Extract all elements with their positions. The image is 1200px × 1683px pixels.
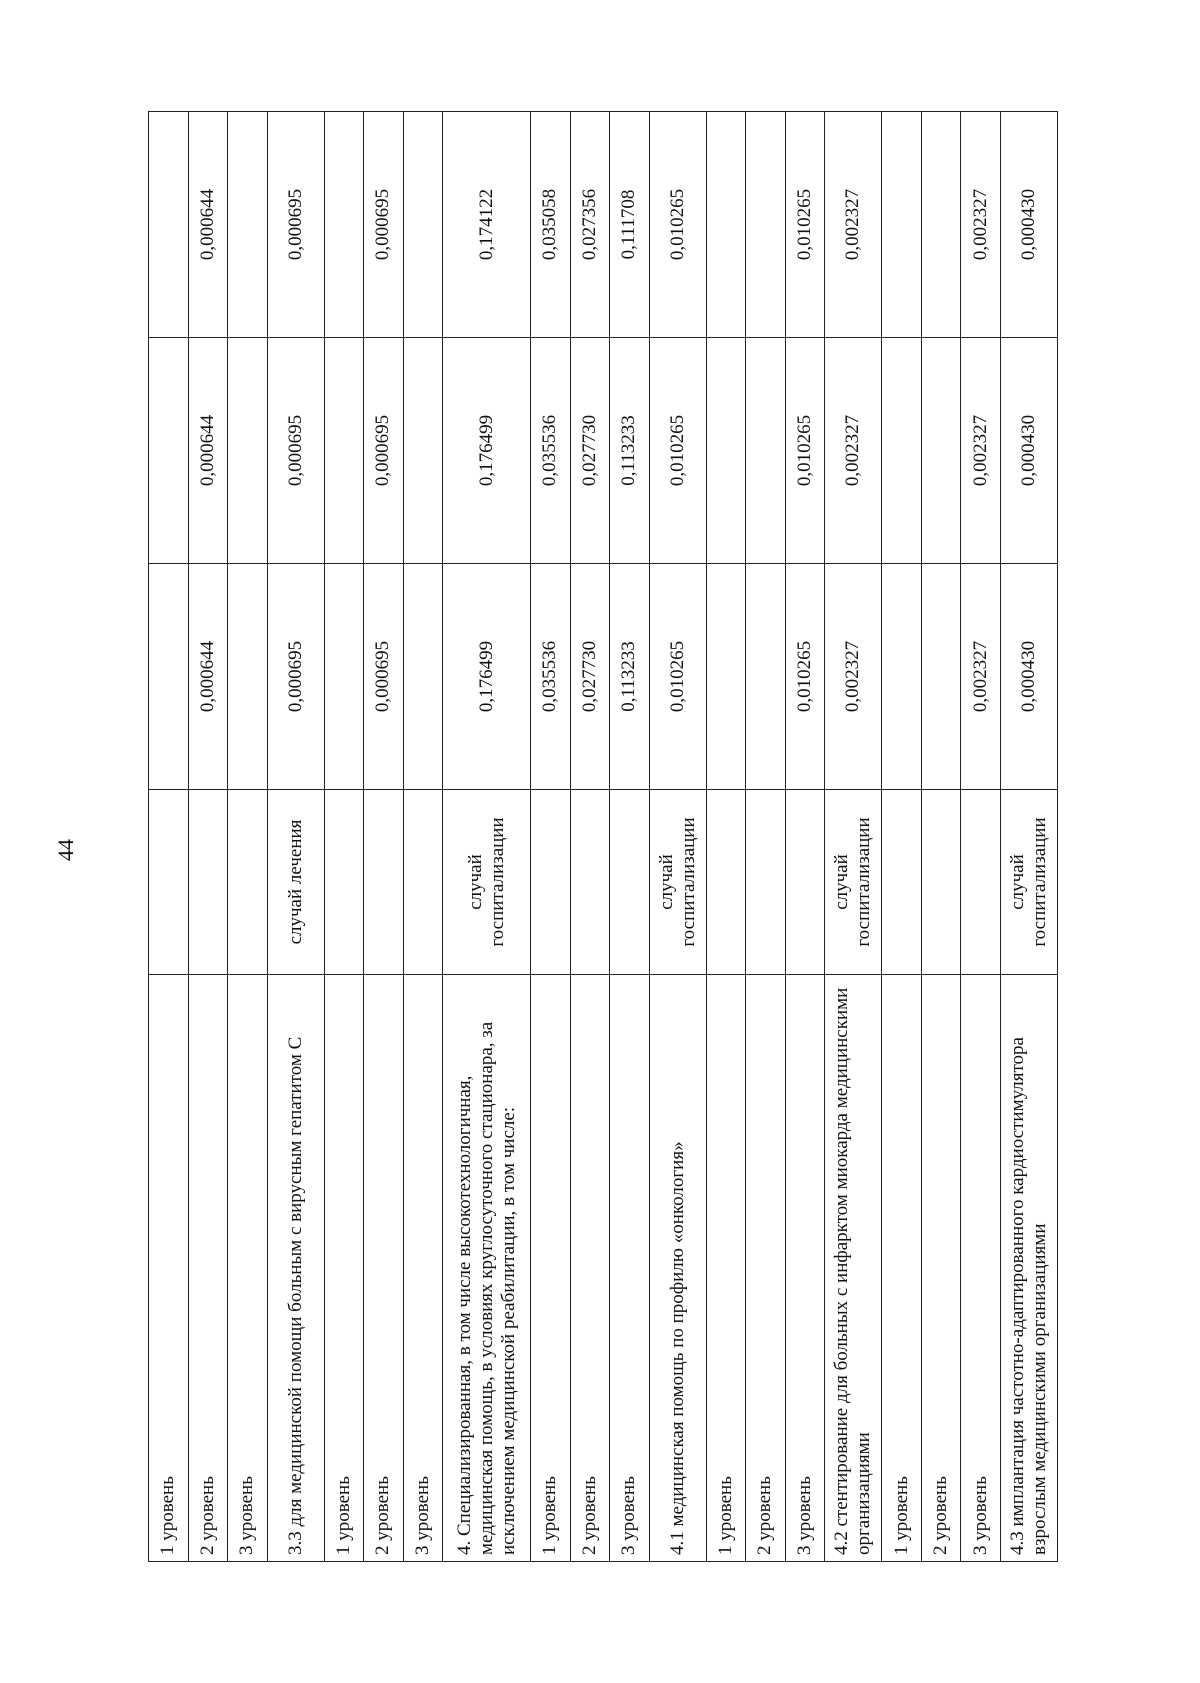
value-cell-3 — [324, 112, 364, 338]
value-cell-2: 0,000695 — [364, 338, 404, 564]
value-cell-2: 0,113233 — [610, 338, 650, 564]
value-cell-1: 0,002327 — [961, 564, 1001, 790]
row-unit-cell — [706, 790, 746, 975]
row-unit-cell — [785, 790, 825, 975]
value-cell-1: 0,113233 — [610, 564, 650, 790]
row-name-cell: 3 уровень — [403, 975, 443, 1562]
row-unit-cell — [364, 790, 404, 975]
value-cell-1 — [324, 564, 364, 790]
value-cell-3 — [149, 112, 189, 338]
value-cell-1: 0,002327 — [825, 564, 882, 790]
row-name-cell: 4.2 стентирование для больных с инфарктом миокарда медицинскими организациями — [825, 975, 882, 1562]
value-cell-3: 0,111708 — [610, 112, 650, 338]
value-cell-1: 0,000430 — [1000, 564, 1057, 790]
value-cell-1 — [882, 564, 922, 790]
value-cell-2: 0,000644 — [188, 338, 228, 564]
page-number: 44 — [53, 839, 78, 861]
value-cell-2 — [882, 338, 922, 564]
row-unit-cell — [610, 790, 650, 975]
row-name-cell: 2 уровень — [188, 975, 228, 1562]
data-table — [148, 111, 1058, 1562]
value-cell-2: 0,002327 — [961, 338, 1001, 564]
row-name-cell: 1 уровень — [706, 975, 746, 1562]
row-unit-cell: случай госпитализации — [1000, 790, 1057, 975]
table-row — [149, 112, 189, 1562]
value-cell-1 — [706, 564, 746, 790]
row-unit-cell: случай лечения — [267, 790, 324, 975]
row-unit-cell: случай госпитализации — [443, 790, 531, 975]
row-name-cell: 4. Специализированная, в том числе высокотехнологичная, медицинская помощь, в условиях круглосуточного стационара, за исключением медицинской реабилитации, в том числе: — [443, 975, 531, 1562]
value-cell-2: 0,035536 — [530, 338, 570, 564]
table-row — [228, 112, 268, 1562]
table-row — [443, 112, 531, 1562]
row-unit-cell — [228, 790, 268, 975]
value-cell-3: 0,027356 — [570, 112, 610, 338]
row-name-cell: 2 уровень — [921, 975, 961, 1562]
value-cell-3 — [882, 112, 922, 338]
value-cell-2: 0,010265 — [649, 338, 706, 564]
value-cell-1: 0,000695 — [364, 564, 404, 790]
value-cell-3: 0,000644 — [188, 112, 228, 338]
table-row — [188, 112, 228, 1562]
value-cell-3: 0,174122 — [443, 112, 531, 338]
row-name-cell: 1 уровень — [530, 975, 570, 1562]
row-unit-cell — [570, 790, 610, 975]
table-row — [882, 112, 922, 1562]
value-cell-1: 0,176499 — [443, 564, 531, 790]
value-cell-2: 0,000430 — [1000, 338, 1057, 564]
value-cell-1 — [921, 564, 961, 790]
table-row — [364, 112, 404, 1562]
row-unit-cell — [403, 790, 443, 975]
row-name-cell: 2 уровень — [746, 975, 786, 1562]
value-cell-2 — [149, 338, 189, 564]
table-row — [610, 112, 650, 1562]
value-cell-2 — [228, 338, 268, 564]
table-row — [570, 112, 610, 1562]
row-name-cell: 3 уровень — [961, 975, 1001, 1562]
value-cell-3 — [921, 112, 961, 338]
rotated-table-wrapper — [148, 112, 1058, 1562]
table-row — [961, 112, 1001, 1562]
value-cell-2 — [921, 338, 961, 564]
row-name-cell: 3 уровень — [785, 975, 825, 1562]
value-cell-3: 0,002327 — [961, 112, 1001, 338]
row-name-cell: 1 уровень — [149, 975, 189, 1562]
row-name-cell: 2 уровень — [570, 975, 610, 1562]
table-row — [921, 112, 961, 1562]
value-cell-2: 0,176499 — [443, 338, 531, 564]
table-row — [403, 112, 443, 1562]
row-name-cell: 4.3 имплантация частотно-адаптированного кардиостимулятора взрослым медицинскими организациями — [1000, 975, 1057, 1562]
value-cell-2 — [403, 338, 443, 564]
table-row — [267, 112, 324, 1562]
table-row — [649, 112, 706, 1562]
table-body — [149, 112, 1058, 1562]
table-row — [785, 112, 825, 1562]
value-cell-1 — [149, 564, 189, 790]
value-cell-3: 0,010265 — [649, 112, 706, 338]
value-cell-2 — [746, 338, 786, 564]
value-cell-1: 0,027730 — [570, 564, 610, 790]
row-name-cell: 1 уровень — [324, 975, 364, 1562]
value-cell-3: 0,000695 — [364, 112, 404, 338]
table-row — [324, 112, 364, 1562]
table-row — [746, 112, 786, 1562]
row-unit-cell — [882, 790, 922, 975]
value-cell-3: 0,002327 — [825, 112, 882, 338]
value-cell-2: 0,002327 — [825, 338, 882, 564]
value-cell-1 — [403, 564, 443, 790]
row-name-cell: 4.1 медицинская помощь по профилю «онкология» — [649, 975, 706, 1562]
value-cell-3 — [403, 112, 443, 338]
row-name-cell: 2 уровень — [364, 975, 404, 1562]
row-unit-cell — [188, 790, 228, 975]
row-unit-cell: случай госпитализации — [825, 790, 882, 975]
value-cell-3: 0,010265 — [785, 112, 825, 338]
value-cell-2 — [324, 338, 364, 564]
value-cell-1 — [228, 564, 268, 790]
value-cell-2 — [706, 338, 746, 564]
value-cell-3: 0,000430 — [1000, 112, 1057, 338]
value-cell-1: 0,000644 — [188, 564, 228, 790]
row-unit-cell — [530, 790, 570, 975]
value-cell-1: 0,010265 — [785, 564, 825, 790]
value-cell-1: 0,035536 — [530, 564, 570, 790]
row-unit-cell — [746, 790, 786, 975]
value-cell-2: 0,010265 — [785, 338, 825, 564]
value-cell-3: 0,000695 — [267, 112, 324, 338]
row-unit-cell — [961, 790, 1001, 975]
table-row — [825, 112, 882, 1562]
row-name-cell: 3 уровень — [228, 975, 268, 1562]
row-name-cell: 3 уровень — [610, 975, 650, 1562]
row-unit-cell: случай госпитализации — [649, 790, 706, 975]
row-name-cell: 3.3 для медицинской помощи больным с вирусным гепатитом С — [267, 975, 324, 1562]
row-unit-cell — [921, 790, 961, 975]
row-name-cell: 1 уровень — [882, 975, 922, 1562]
row-unit-cell — [149, 790, 189, 975]
value-cell-3 — [706, 112, 746, 338]
value-cell-1: 0,000695 — [267, 564, 324, 790]
value-cell-1 — [746, 564, 786, 790]
row-unit-cell — [324, 790, 364, 975]
value-cell-3 — [228, 112, 268, 338]
table-row — [1000, 112, 1057, 1562]
table-row — [706, 112, 746, 1562]
value-cell-3 — [746, 112, 786, 338]
value-cell-1: 0,010265 — [649, 564, 706, 790]
table-row — [530, 112, 570, 1562]
value-cell-2: 0,027730 — [570, 338, 610, 564]
value-cell-2: 0,000695 — [267, 338, 324, 564]
value-cell-3: 0,035058 — [530, 112, 570, 338]
